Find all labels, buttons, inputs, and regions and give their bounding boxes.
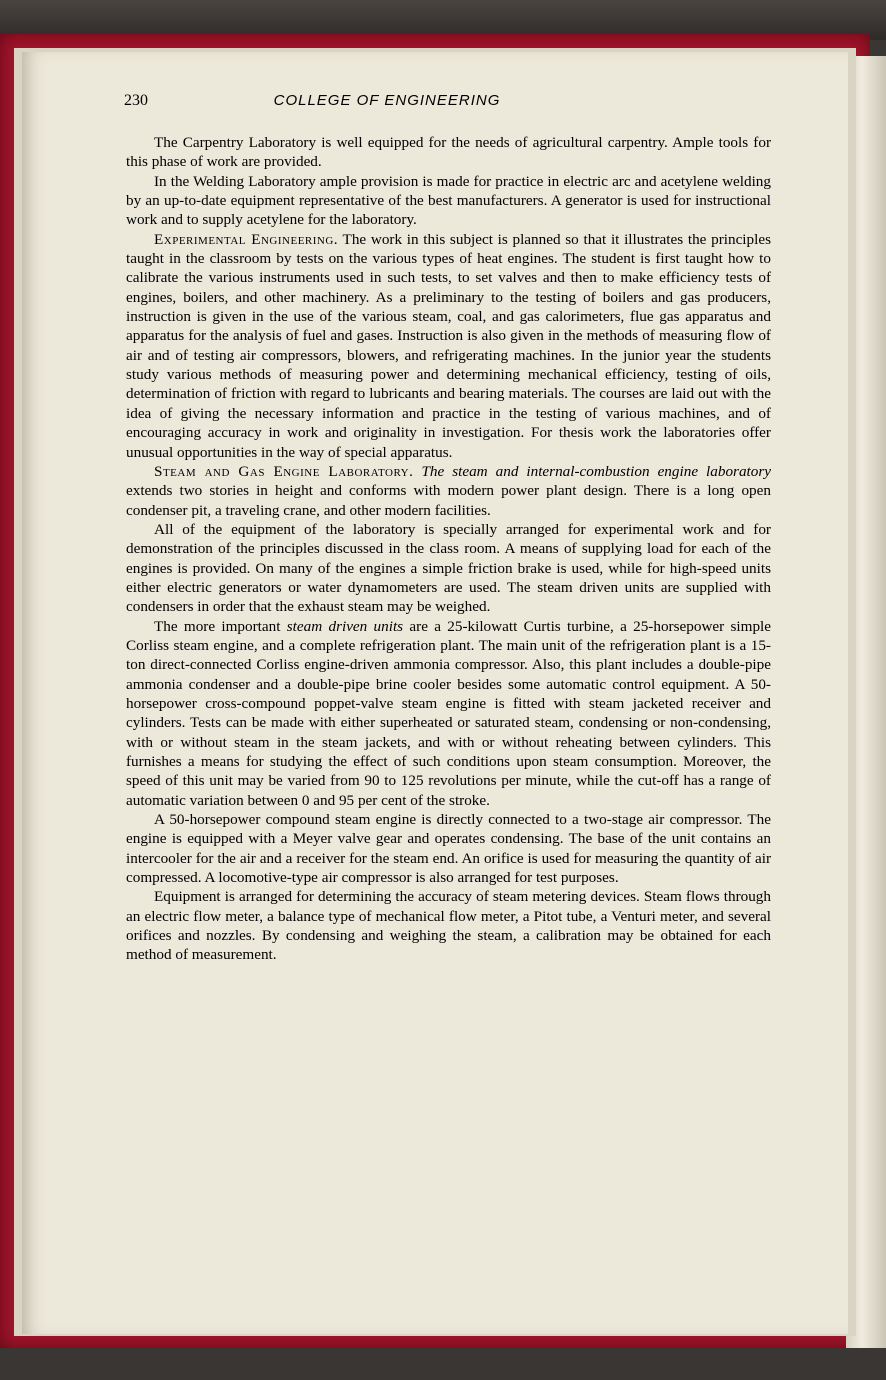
paragraph-metering: Equipment is arranged for determining the accuracy of steam metering devices. Steam flows through an electric flow meter, a balance type of mechanical flow meter, a Pitot tube, a Venturi meter, and several orifices and nozzles. By condensing and weighing the steam, a calibration may be obtained for each method of measurement.: [126, 888, 771, 964]
page-number: 230: [124, 92, 148, 109]
running-title: COLLEGE OF ENGINEERING: [273, 92, 501, 109]
paragraph-equipment: All of the equipment of the laboratory is specially arranged for experimental work and for demonstration of the principles discussed in the class room. A means of supplying load for each of the engines is provided. On many of the engines a simple friction brake is used, while for high-speed units either electric generators or water dynamometers are used. The steam driven units are supplied with condensers in order that the exhaust steam may be weighed.: [126, 520, 771, 616]
background-bottom: [0, 1348, 886, 1380]
page-header: [124, 92, 590, 118]
paragraph-carpentry: The Carpentry Laboratory is well equipped for the needs of agricultural carpentry. Ample tools for this phase of work are provided.: [126, 134, 771, 171]
paragraph-steam-gas-lab: Steam and Gas Engine Laboratory. The steam and internal-combustion engine laboratory extends two stories in height and conforms with modern power plant design. There is a long open condenser pit, a traveling crane, and other modern facilities.: [126, 462, 772, 519]
paragraph-steam-units: The more important steam driven units are a 25-kilowatt Curtis turbine, a 25-horsepower simple Corliss steam engine, and a complete refrigeration plant. The main unit of the refrigeration plant is a 15-ton direct-connected Corliss engine-driven ammonia compressor. Also, this plant includes a double-pipe ammonia condenser and a double-pipe brine cooler besides some automatic control equipment. A 50-horsepower cross-compound poppet-valve steam engine is fitted with steam jacketed receiver and cylinders. Tests can be made with either superheated or saturated steam, condensing or non-condensing, with or without steam in the steam jackets, and with or without reheating between cylinders. This furnishes a means for studying the effect of such conditions upon steam consumption. Moreover, the speed of this unit may be varied from 90 to 125 revolutions per minute, while the cut-off has a range of automatic variation between 0 and 95 per cent of the stroke.: [126, 617, 772, 809]
paragraph-welding: In the Welding Laboratory ample provision is made for practice in electric arc and acetylene welding by an up-to-date equipment representative of the best manufacturers. A generator is used for instructional work and to supply acetylene for the laboratory.: [126, 172, 771, 229]
section-heading: Experimental Engineering.: [154, 230, 339, 248]
paragraph-air-compressor: A 50-horsepower compound steam engine is directly connected to a two-stage air compressor. The engine is equipped with a Meyer valve gear and operates condensing. The base of the unit contains an intercooler for the air and a receiver for the steam end. An orifice is used for measuring the quantity of air compressed. A locomotive-type air compressor is also arranged for test purposes.: [126, 811, 771, 887]
body-text: [126, 133, 771, 965]
section-heading: Steam and Gas Engine Laboratory.: [154, 462, 414, 480]
paragraph-experimental-engineering: Experimental Engineering. The work in this subject is planned so that it illustrates the principles taught in the classroom by tests on the various types of heat engines. The student is first taught how to calibrate the various instruments used in such tests, to set valves and then to make efficiency tests of engines, boilers, and other machinery. As a preliminary to the testing of boilers and gas producers, instruction is given in the use of the various steam, coal, and gas calorimeters, flue gas apparatus and apparatus for the analysis of fuel and gases. Instruction is also given in the methods of measuring flow of air and of testing air compressors, blowers, and refrigerating machines. In the junior year the students study various methods of measuring power and determining mechanical efficiency, testing of oils, determination of friction with regard to lubricants and bearing materials. The courses are laid out with the idea of giving the necessary information and practice in the testing of various machines, and of encouraging accuracy in work and originality in investigation. For thesis work the laboratories offer unusual opportunities in the way of special apparatus.: [126, 230, 771, 461]
italic-lead: The steam and internal-combustion engine laboratory: [421, 462, 772, 480]
italic-phrase: steam driven units: [286, 617, 404, 635]
